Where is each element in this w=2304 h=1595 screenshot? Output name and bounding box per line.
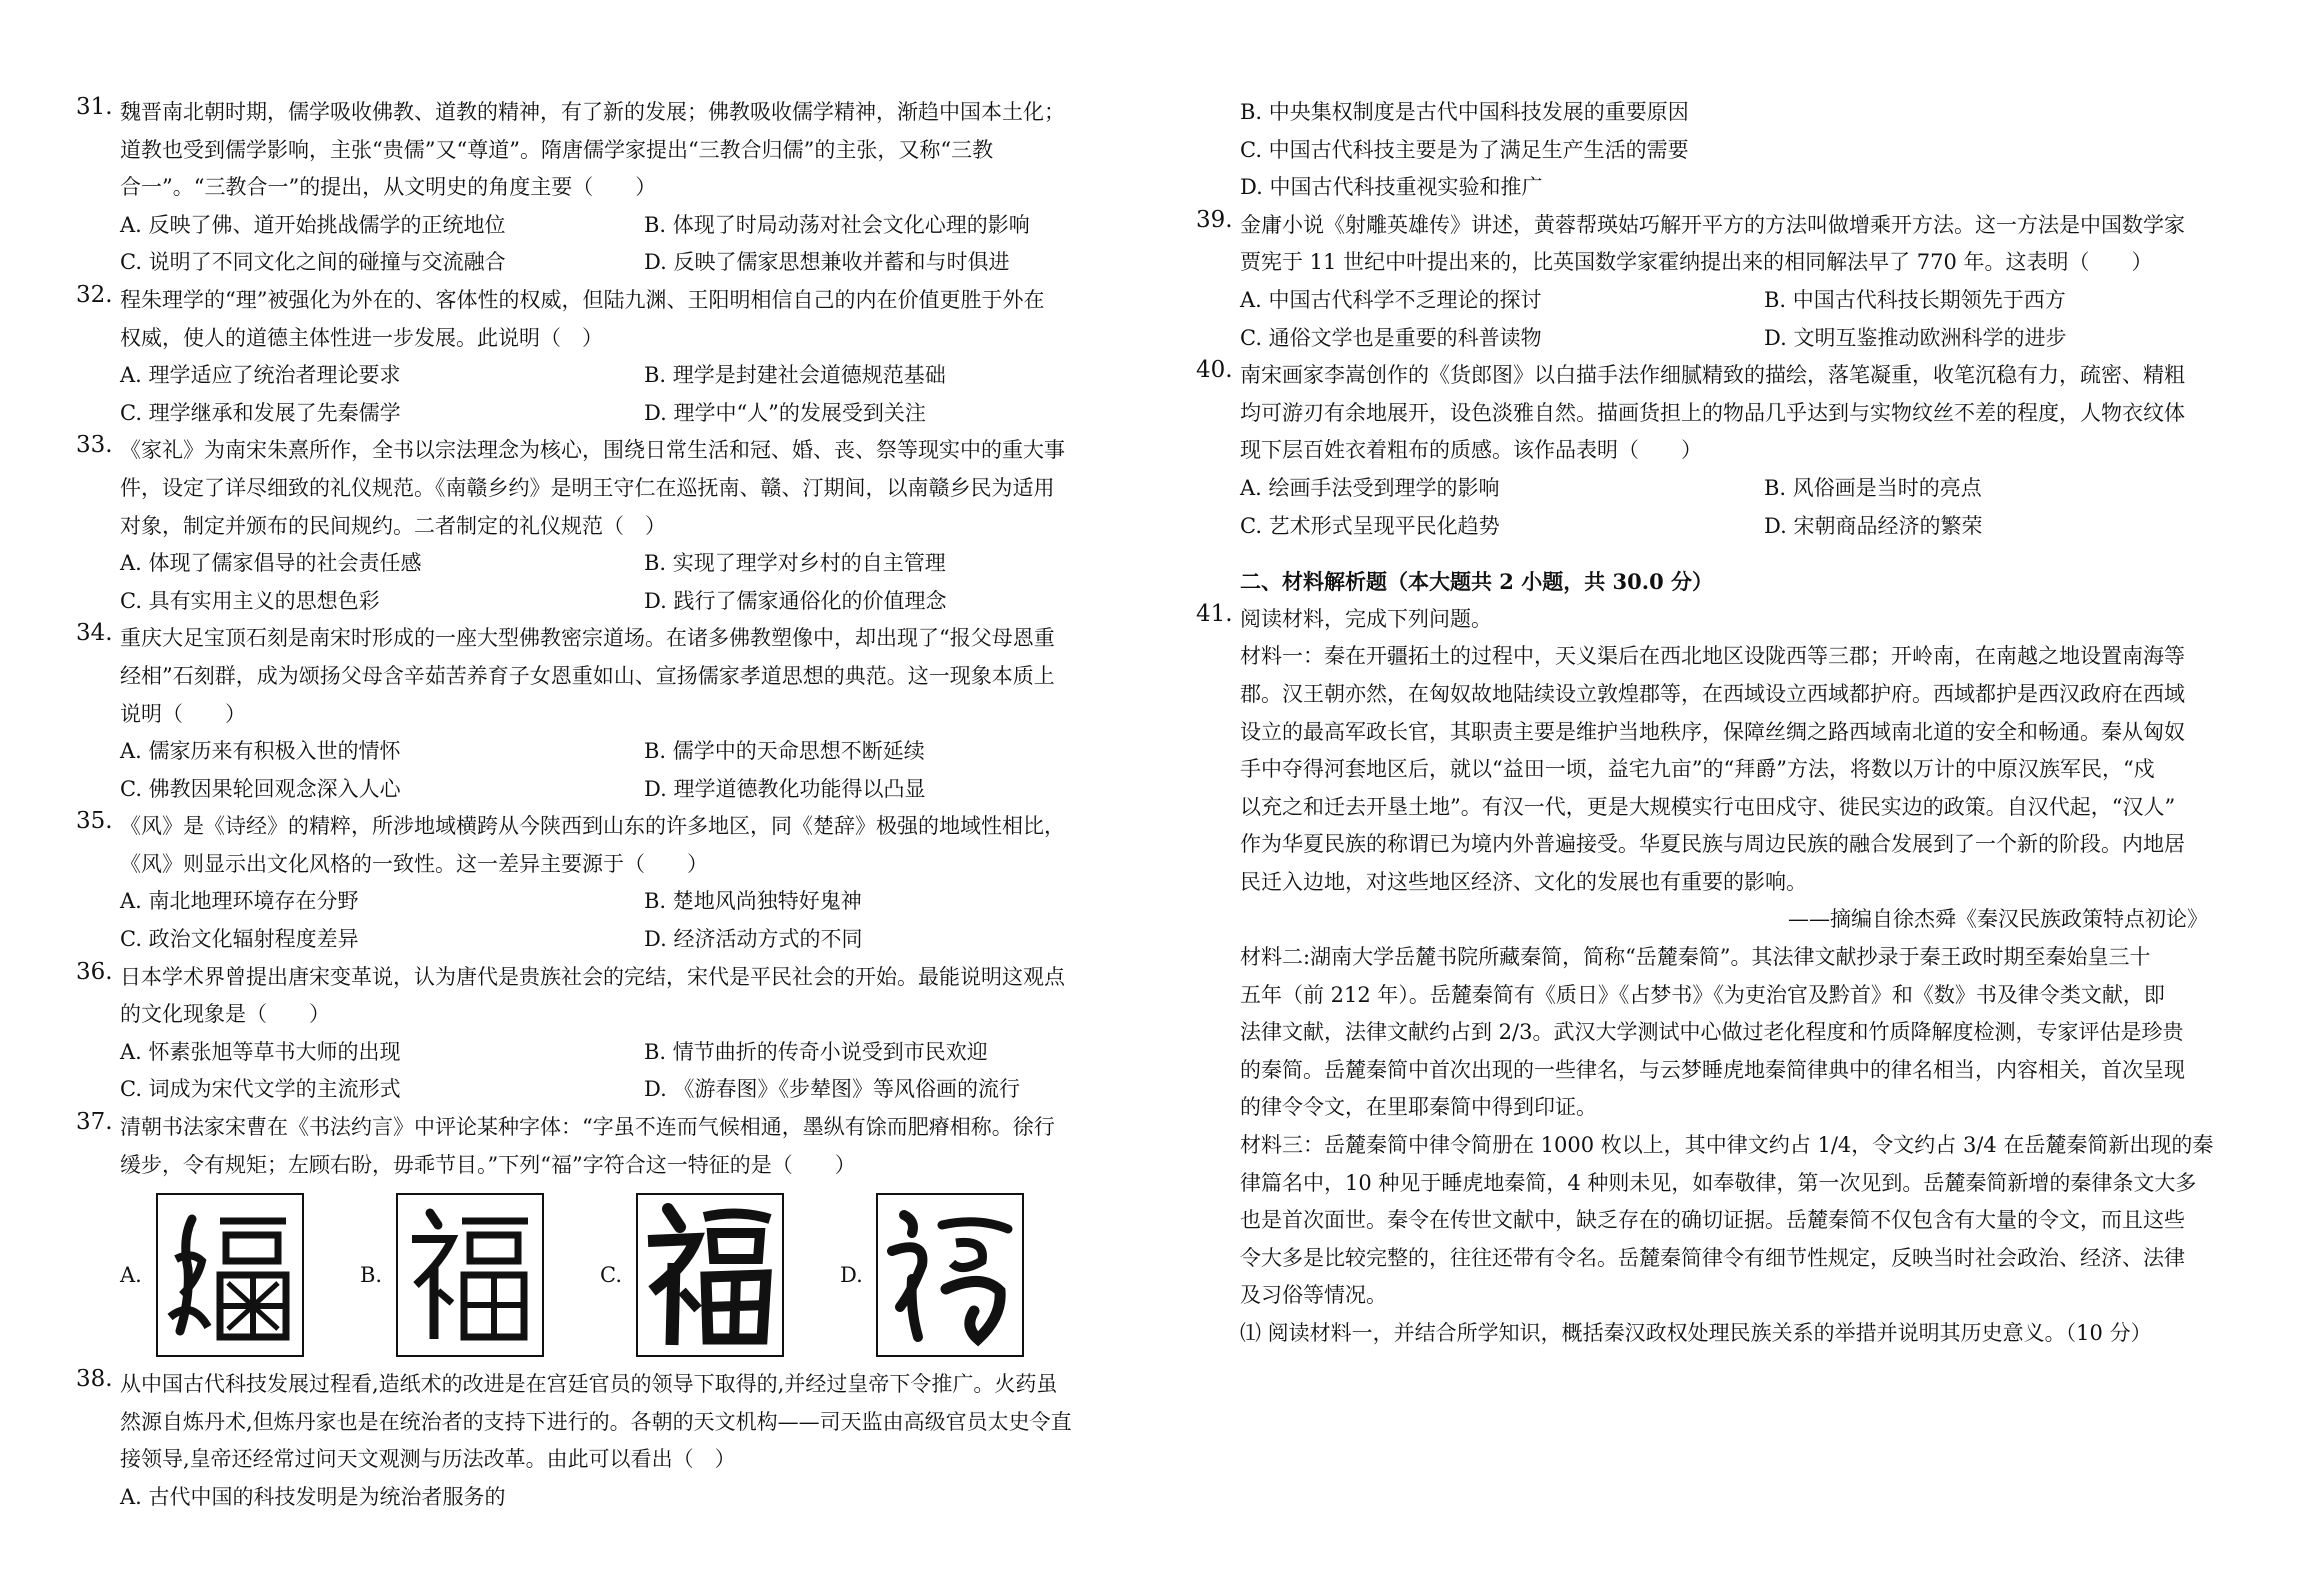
option-b: B. 中央集权制度是古代中国科技发展的重要原因 [1240,100,1689,124]
option-a: A. 绘画手法受到理学的影响 [1240,475,1500,500]
material-one-text: 郡。汉王朝亦然，在匈奴故地陆续设立敦煌郡等，在西域设立西域都护府。西域都护是西汉政府在西域 [1240,681,2185,706]
calligraphy-seal-script-fu [156,1193,304,1357]
question-text: 清朝书法家宋曹在《书法约言》中评论某种字体：“字虽不连而气候相通，墨纵有馀而肥瘠相称。徐行 [120,1115,1055,1140]
question-text: 《风》是《诗经》的精粹，所涉地域横跨从今陕西到山东的许多地区，同《楚辞》极强的地域性相比， [120,814,1065,839]
question-text: 然源自炼丹术,但炼丹家也是在统治者的支持下进行的。各朝的天文机构——司天监由高级官员太史令直 [120,1409,1072,1434]
question-38 [76,1366,1136,1516]
option-letter: C. [600,1263,622,1288]
question-text: 道教也受到儒学影响，主张“贵儒”又“尊道”。隋唐儒学家提出“三教合归儒”的主张，又称“三教 [120,137,994,162]
material-three-text: 材料三：岳麓秦简中律令简册在 1000 枚以上，其中律文约占 1/4，令文约占 3/4 在岳麓秦简新出现的秦 [1240,1133,2214,1158]
question-number: 34. [76,620,113,647]
question-text: 经相”石刻群，成为颂扬父母含辛茹苦养育子女恩重如山、宣扬儒家孝道思想的典范。这一现象本质上 [120,663,1055,688]
material-one-text: 材料一：秦在开疆拓土的过程中，天义渠后在西北地区设陇西等三郡；开岭南，在南越之地设置南海等 [1240,644,2185,669]
question-text: 《家礼》为南宋朱熹所作，全书以宗法理念为核心，围绕日常生活和冠、婚、丧、祭等现实中的重大事 [120,438,1065,463]
question-text: 合一”。“三教合一”的提出，从文明史的角度主要（ ） [120,175,657,200]
question-text: 日本学术界曾提出唐宋变革说，认为唐代是贵族社会的完结，宋代是平民社会的开始。最能说明这观点 [120,964,1065,989]
question-number: 39. [1196,206,1233,233]
material-two-text: 材料二:湖南大学岳麓书院所藏秦简，简称“岳麓秦简”。其法律文献抄录于秦王政时期至秦始皇三十 [1240,945,2151,970]
material-three-text: 律篇名中，10 种见于睡虎地秦简，4 种则未见，如奉敬律，第一次见到。岳麓秦简新增的秦律条文大多 [1240,1170,2197,1195]
question-text: 均可游刃有余地展开，设色淡雅自然。描画货担上的物品几乎达到与实物纹丝不差的程度，人物衣纹体 [1240,400,2185,425]
material-one-text: 民迁入边地，对这些地区经济、文化的发展也有重要的影响。 [1240,869,1807,894]
option-b: B. 儒学中的天命思想不断延续 [644,739,925,764]
question-33 [76,432,1136,620]
question-text: 金庸小说《射雕英雄传》讲述，黄蓉帮瑛姑巧解开平方的方法叫做增乘开方法。这一方法是中国数学家 [1240,212,2185,237]
option-a: A. 中国古代科学不乏理论的探讨 [1240,287,1542,312]
calligraphy-regular-script-fu [396,1193,544,1357]
calligraphy-running-script-fu [636,1193,784,1357]
option-d: D. 文明互鉴推动欧洲科学的进步 [1764,325,2067,350]
question-37 [76,1109,1136,1360]
material-one-text: 手中夺得河套地区后，就以“益田一顷，益宅九亩”的“拜爵”方法，将数以万计的中原汉族军民，“戍 [1240,757,2155,782]
question-number: 31. [76,94,113,120]
sub-question-1: ⑴ 阅读材料一，并结合所学知识，概括秦汉政权处理民族关系的举措并说明其历史意义。（10 分） [1240,1321,2152,1345]
question-31 [76,94,1136,282]
option-letter: D. [840,1263,863,1288]
question-38-continued [1196,94,2248,207]
question-text: 缓步，令有规矩；左顾右盼，毋乖节目。”下列“福”字符合这一特征的是（ ） [120,1152,856,1177]
question-intro: 阅读材料，完成下列问题。 [1240,606,1492,631]
option-c: C. 理学继承和发展了先秦儒学 [120,400,401,425]
option-a: A. 南北地理环境存在分野 [120,889,359,914]
option-a: A. 体现了儒家倡导的社会责任感 [120,551,422,576]
option-letter: B. [360,1263,383,1288]
question-number: 35. [76,808,113,835]
option-c: C. 词成为宋代文学的主流形式 [120,1077,401,1102]
option-b: B. 体现了时局动荡对社会文化心理的影响 [644,212,1030,237]
option-c: C. 说明了不同文化之间的碰撞与交流融合 [120,250,506,275]
question-text: 说明（ ） [120,701,246,726]
option-a [120,1193,360,1357]
question-text: 的文化现象是（ ） [120,1002,330,1027]
option-b: B. 楚地风尚独特好鬼神 [644,889,862,914]
option-a: A. 怀素张旭等草书大师的出现 [120,1039,401,1064]
question-40 [1196,357,2248,545]
option-c: C. 政治文化辐射程度差异 [120,927,359,952]
material-source: ——摘编自徐杰舜《秦汉民族政策特点初论》 [1788,907,2208,932]
question-number: 41. [1196,600,1233,627]
option-a: A. 儒家历来有积极入世的情怀 [120,739,401,764]
option-c: C. 具有实用主义的思想色彩 [120,588,380,613]
question-number: 32. [76,281,113,308]
question-number: 37. [76,1109,113,1136]
option-d: D. 经济活动方式的不同 [644,927,863,952]
question-text: 南宋画家李嵩创作的《货郎图》以白描手法作细腻精致的描绘，落笔凝重，收笔沉稳有力，疏密、精粗 [1240,363,2185,388]
option-a: A. 理学适应了统治者理论要求 [120,363,401,388]
question-number: 36. [76,958,113,985]
question-text: 接领导,皇帝还经常过问天文观测与历法改革。由此可以看出（ ） [120,1447,736,1472]
option-d: D. 宋朝商品经济的繁荣 [1764,513,1983,538]
calligraphy-cursive-script-fu [876,1193,1024,1357]
question-36 [76,959,1136,1109]
question-number: 38. [76,1366,113,1393]
material-three-text: 也是首次面世。秦令在传世文献中，缺乏存在的确切证据。岳麓秦简不仅包含有大量的令文，而且这些 [1240,1208,2185,1233]
option-b [360,1193,600,1357]
question-text: 件，设定了详尽细致的礼仪规范。《南赣乡约》是明王守仁在巡抚南、赣、汀期间，以南赣乡民为适用 [120,475,1055,500]
right-column [1196,94,2248,1353]
option-letter: A. [120,1263,142,1288]
option-d: D. 践行了儒家通俗化的价值理念 [644,588,947,613]
option-c: C. 中国古代科技主要是为了满足生产生活的需要 [1240,137,1689,162]
option-d: D. 反映了儒家思想兼收并蓄和与时俱进 [644,250,1010,275]
material-two-text: 法律文献，法律文献约占到 2/3。武汉大学测试中心做过老化程度和竹质降解度检测，专家评估是珍贵 [1240,1020,2184,1045]
question-text: 对象，制定并颁布的民间规约。二者制定的礼仪规范（ ） [120,513,666,538]
question-34 [76,620,1136,808]
question-text: 贾宪于 11 世纪中叶提出来的，比英国数学家霍纳提出来的相同解法早了 770 年。这表明（ ） [1240,250,2153,275]
question-text: 从中国古代科技发展过程看,造纸术的改进是在宫廷官员的领导下取得的,并经过皇帝下令推广。火药虽 [120,1372,1058,1397]
option-c: C. 通俗文学也是重要的科普读物 [1240,325,1542,350]
material-one-text: 作为华夏民族的称谓已为境内外普遍接受。华夏民族与周边民族的融合发展到了一个新的阶段。内地居 [1240,832,2185,857]
question-text: 现下层百姓衣着粗布的质感。该作品表明（ ） [1240,438,1702,463]
question-39 [1196,207,2248,357]
question-number: 33. [76,432,113,459]
question-41 [1196,601,2248,1353]
material-two-text: 五年（前 212 年）。岳麓秦简有《质日》《占梦书》《为吏治官及黔首》和《数》书及律令类文献，即 [1240,982,2165,1007]
option-d [840,1193,1080,1357]
question-text: 权威，使人的道德主体性进一步发展。此说明（ ） [120,325,603,350]
material-one-text: 设立的最高军政长官，其职责主要是维护当地秩序，保障丝绸之路西域南北道的安全和畅通。秦从匈奴 [1240,719,2185,744]
question-text: 重庆大足宝顶石刻是南宋时形成的一座大型佛教密宗道场。在诸多佛教塑像中，却出现了“报父母恩重 [120,626,1055,651]
material-one-text: 以充之和迁去开垦土地”。有汉一代，更是大规模实行屯田戍守、徙民实边的政策。自汉代起，“汉人” [1240,794,2176,819]
section-heading: 二、材料解析题（本大题共 2 小题，共 30.0 分） [1240,569,1714,595]
material-two-text: 的律令令文，在里耶秦简中得到印证。 [1240,1095,1597,1120]
option-c: C. 佛教因果轮回观念深入人心 [120,776,401,801]
option-b: B. 风俗画是当时的亮点 [1764,475,1982,500]
option-a: A. 反映了佛、道开始挑战儒学的正统地位 [120,212,506,237]
left-column [76,94,1136,1517]
option-c: C. 艺术形式呈现平民化趋势 [1240,513,1500,538]
option-b: B. 理学是封建社会道德规范基础 [644,363,946,388]
option-d: D. 理学道德教化功能得以凸显 [644,776,926,801]
option-b: B. 情节曲折的传奇小说受到市民欢迎 [644,1039,988,1064]
material-three-text: 令大多是比较完整的，往往还带有令名。岳麓秦简律令有细节性规定，反映当时社会政治、经济、法律 [1240,1245,2185,1270]
option-b: B. 中国古代科技长期领先于西方 [1764,287,2066,312]
question-32 [76,282,1136,432]
material-three-text: 及习俗等情况。 [1240,1283,1387,1308]
calligraphy-options [120,1190,1136,1360]
question-text: 魏晋南北朝时期，儒学吸收佛教、道教的精神，有了新的发展；佛教吸收儒学精神，渐趋中国本土化； [120,100,1065,124]
option-c [600,1193,840,1357]
material-two-text: 的秦简。岳麓秦简中首次出现的一些律名，与云梦睡虎地秦简律典中的律名相当，内容相关，首次呈现 [1240,1057,2185,1082]
option-d: D. 中国古代科技重视实验和推广 [1240,175,1543,200]
option-a: A. 古代中国的科技发明是为统治者服务的 [120,1485,506,1509]
option-b: B. 实现了理学对乡村的自主管理 [644,551,946,576]
question-text: 程朱理学的“理”被强化为外在的、客体性的权威，但陆九渊、王阳明相信自己的内在价值更胜于外在 [120,287,1045,312]
option-d: D. 理学中“人”的发展受到关注 [644,400,926,425]
option-d: D. 《游春图》《步辇图》等风俗画的流行 [644,1077,1020,1102]
question-35 [76,808,1136,958]
question-number: 40. [1196,357,1233,384]
question-text: 《风》则显示出文化风格的一致性。这一差异主要源于（ ） [120,851,708,876]
